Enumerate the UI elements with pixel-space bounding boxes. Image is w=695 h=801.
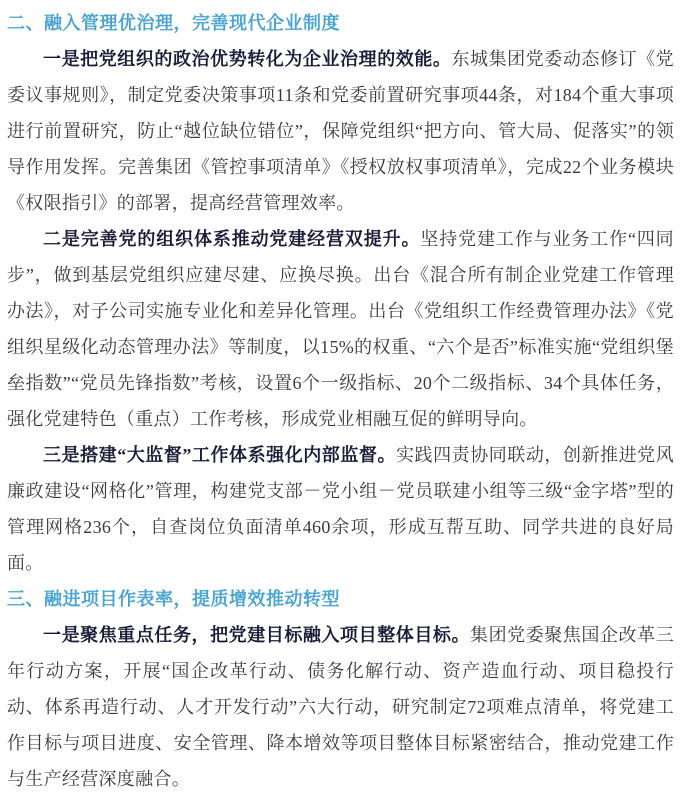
paragraph-body: 坚持党建工作与业务工作“四同步”，做到基层党组织应建尽建、应换尽换。出台《混合所有制企业党建工作管理办法》，对子公司实施专业化和差异化管理。出台《党组织工作经费管理办法》《党组织星级化动态管理办法》等制度，以15%的权重、“六个是否”标准实施“党组织堡垒指数”“党员先锋指数”考核，设置6个一级指标、20个二级指标、34个具体任务，强化党建特色（重点）工作考核，形成党业相融互促的鲜明导向。 <box>7 229 674 429</box>
section-heading: 三、融进项目作表率，提质增效推动转型 <box>7 589 340 609</box>
paragraph-lead: 三是搭建“大监督”工作体系强化内部监督。 <box>43 445 396 465</box>
paragraph <box>7 437 674 581</box>
paragraph <box>7 41 674 221</box>
paragraph-body: 集团党委聚焦国企改革三年行动方案，开展“国企改革行动、债务化解行动、资产造血行动、项目稳投行动、体系再造行动、人才开发行动”六大行动，研究制定72项难点清单，将党建工作目标与项目进度、安全管理、降本增效等项目整体目标紧密结合，推动党建工作与生产经营深度融合。 <box>7 625 674 789</box>
paragraph <box>7 617 674 797</box>
paragraph-lead: 一是把党组织的政治优势转化为企业治理的效能。 <box>43 49 452 69</box>
section-heading: 二、融入管理优治理，完善现代企业制度 <box>7 13 340 33</box>
paragraph <box>7 221 674 437</box>
paragraph-body: 东城集团党委动态修订《党委议事规则》，制定党委决策事项11条和党委前置研究事项44条，对184个重大事项进行前置研究，防止“越位缺位错位”，保障党组织“把方向、管大局、促落实”的领导作用发挥。完善集团《管控事项清单》《授权放权事项清单》，完成22个业务模块《权限指引》的部署，提高经营管理效率。 <box>7 49 674 213</box>
paragraph-body: 实践四责协同联动，创新推进党风廉政建设“网格化”管理，构建党支部－党小组－党员联建小组等三级“金字塔”型的管理网格236个，自查岗位负面清单460余项，形成互帮互助、同学共进的良好局面。 <box>7 445 674 573</box>
paragraph-lead: 一是聚焦重点任务，把党建目标融入项目整体目标。 <box>43 625 471 645</box>
paragraph-lead: 二是完善党的组织体系推动党建经营双提升。 <box>43 229 421 249</box>
